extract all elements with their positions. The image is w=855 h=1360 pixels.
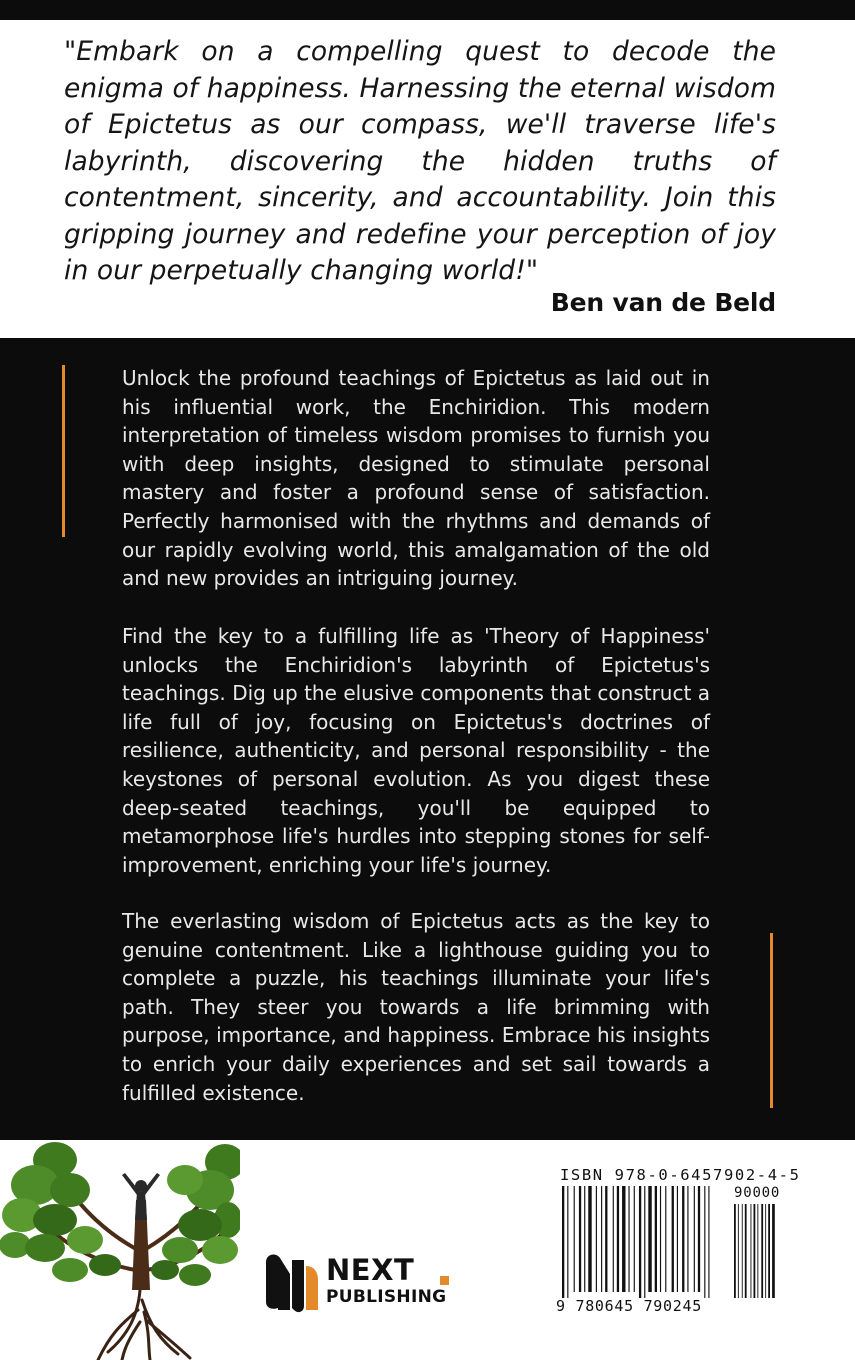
logo-orange-dot	[440, 1276, 449, 1285]
isbn-label: ISBN 978-0-6457902-4-5	[560, 1166, 801, 1184]
description-section	[0, 338, 855, 1140]
top-black-strip	[0, 0, 855, 20]
bottom-section	[0, 1140, 855, 1360]
publisher-name-line2: PUBLISHING	[326, 1287, 447, 1307]
description-paragraph-1: Unlock the profound teachings of Epictetus as laid out in his influential work, the Enchiridion. This modern interpretation of timeless wisdom promises to furnish you with deep insights, designed to stimulate personal mastery and foster a profound sense of satisfaction. Perfectly harmonised with the rhythms and demands of our rapidly evolving world, this amalgamation of the old and new provides an intriguing journey.	[122, 366, 710, 591]
review-quote: "Embark on a compelling quest to decode the enigma of happiness. Harnessing the eternal wisdom of Epictetus as our compass, we'll traverse life's labyrinth, discovering the hidden truths of contentment, sincerity, and accountability. Join this gripping journey and redefine your perception of joy in our perpetually changing world!"	[64, 36, 776, 286]
tree-roots	[98, 1290, 190, 1360]
description-paragraph-3: The everlasting wisdom of Epictetus acts as the key to genuine contentment. Like a lighthouse guiding you to complete a puzzle, his teachings illuminate your life's path. They steer you towards a life brimming with purpose, importance, and happiness. Embrace his insights to enrich your daily experiences and set sail towards a fulfilled existence.	[122, 909, 710, 1105]
human-figure	[122, 1173, 160, 1220]
ean-digits: 9 780645 790245	[556, 1297, 702, 1315]
accent-line-right	[770, 933, 773, 1108]
publisher-logo	[262, 1252, 462, 1322]
publisher-name-line1: NEXT	[326, 1253, 415, 1287]
quote-section	[0, 20, 855, 338]
description-paragraph-2: Find the key to a fulfilling life as 'Theory of Happiness' unlocks the Enchiridion's labyrinth of Epictetus's teachings. Dig up the elusive components that construct a life full of joy, focusing on Epictetus's doctrines of resilience, authenticity, and personal responsibility - the keystones of personal evolution. As you digest these deep-seated teachings, you'll be equipped to metamorphose life's hurdles into stepping stones for self-improvement, enriching your life's journey.	[122, 624, 710, 877]
quote-author: Ben van de Beld	[550, 288, 776, 317]
right-wing-foliage	[151, 1144, 240, 1286]
isbn-barcode	[556, 1166, 801, 1318]
winged-tree-illustration	[0, 1140, 240, 1360]
next-publishing-logo-mark	[262, 1252, 322, 1314]
barcode-bars	[556, 1186, 782, 1298]
price-code: 90000	[734, 1185, 781, 1201]
accent-line-left	[62, 365, 65, 537]
left-wing-foliage	[0, 1142, 121, 1282]
